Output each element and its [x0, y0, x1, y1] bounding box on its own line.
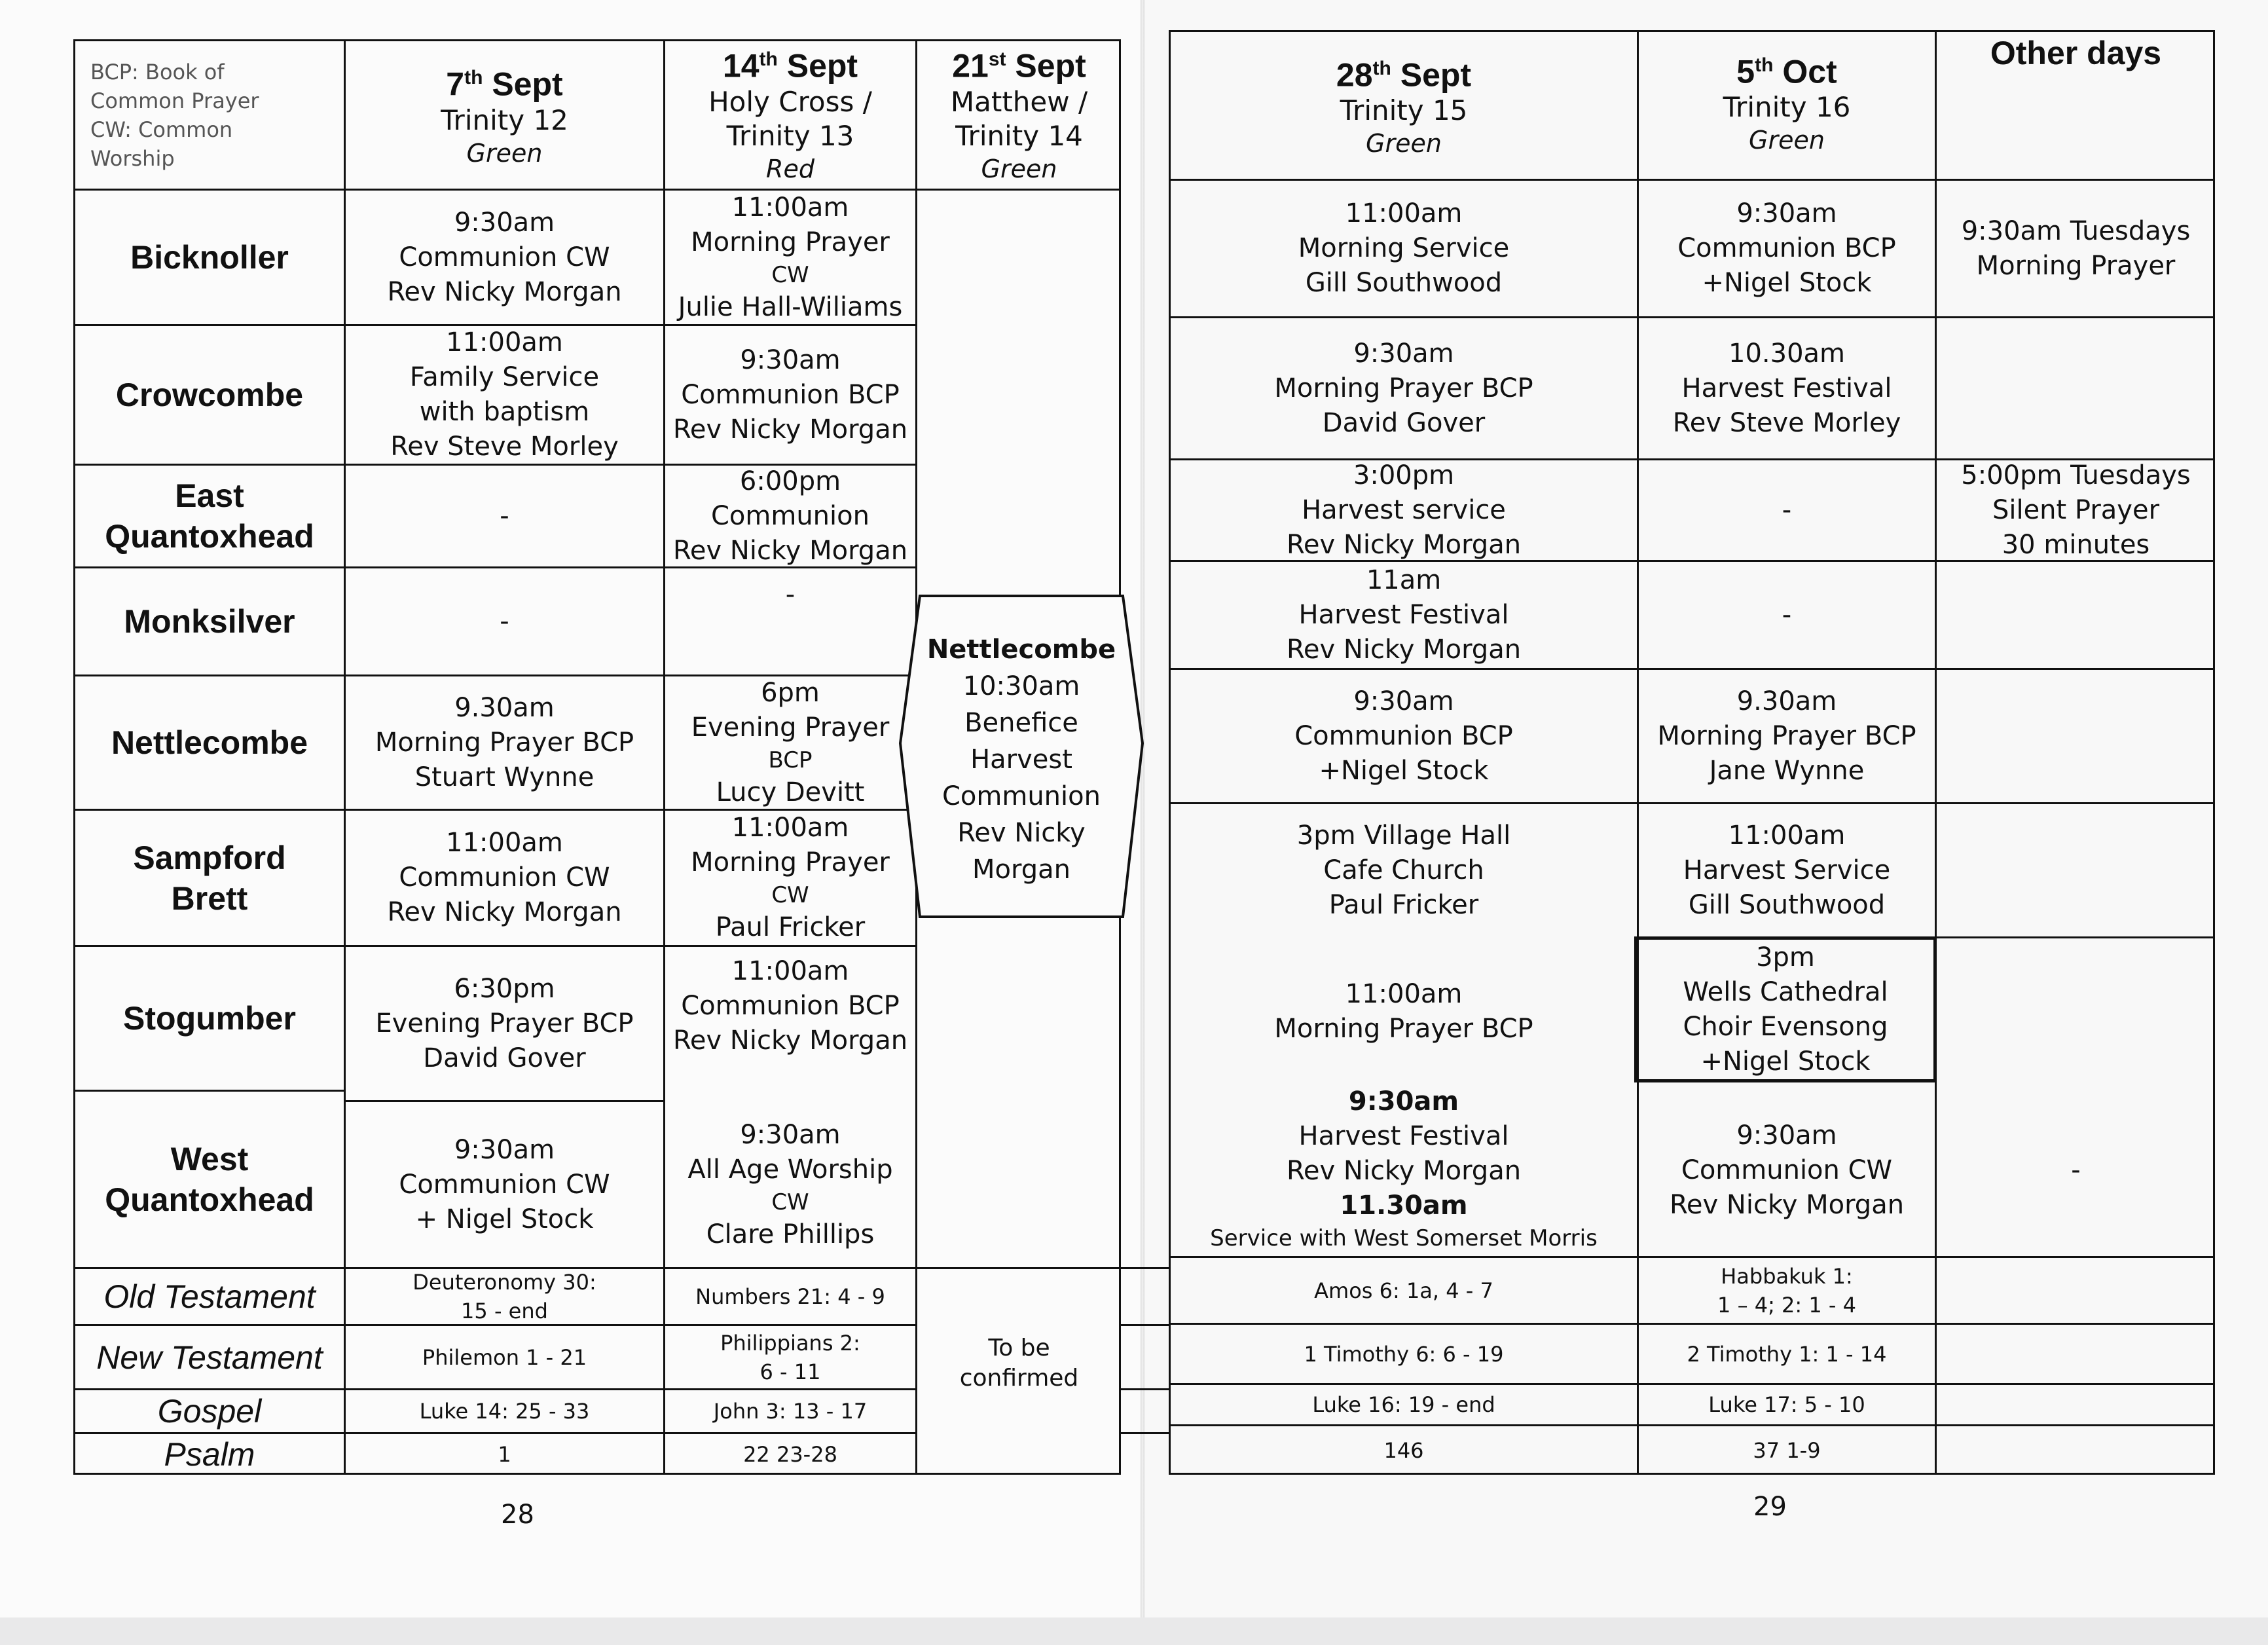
reading-psalm-7sept: 1 [498, 1442, 511, 1467]
service-sampford-5oct: 11:00am Harvest Service Gill Southwood [1683, 820, 1891, 920]
reading-gospel-14sept: John 3: 13 - 17 [713, 1399, 868, 1424]
reading-nt-5oct: 2 Timothy 1: 1 - 14 [1687, 1341, 1887, 1367]
reading-nt-7sept: Philemon 1 - 21 [422, 1344, 587, 1370]
service-nettlecombe-7sept: 9.30am Morning Prayer BCP Stuart Wynne [375, 692, 634, 792]
reading-nt-28sept: 1 Timothy 6: 6 - 19 [1304, 1341, 1504, 1367]
page-number-left: 28 [501, 1500, 534, 1530]
parish-bicknoller: Bicknoller [130, 239, 289, 276]
page-number-right: 29 [1753, 1492, 1787, 1522]
reading-ot-7sept: Deuteronomy 30: 15 - end [412, 1270, 596, 1323]
reading-gospel-7sept: Luke 14: 25 - 33 [419, 1399, 590, 1424]
service-eastq-28sept: 3:00pm Harvest service Rev Nicky Morgan [1286, 460, 1522, 560]
reading-ot-5oct: Habbakuk 1: 1 – 4; 2: 1 - 4 [1717, 1263, 1856, 1318]
service-nettlecombe-5oct: 9.30am Morning Prayer BCP Jane Wynne [1657, 686, 1916, 786]
service-eastq-7sept: - [500, 500, 509, 531]
reading-nt-14sept: Philippians 2: 6 - 11 [720, 1330, 860, 1384]
service-bicknoller-other: 9:30am Tuesdays Morning Prayer [1961, 215, 2191, 281]
header-21-sept: 21st Sept Matthew / Trinity 14 Green [950, 47, 1088, 183]
service-westq-7sept: 9:30am Communion CW + Nigel Stock [399, 1134, 610, 1234]
service-monksilver-28sept: 11am Harvest Festival Rev Nicky Morgan [1286, 564, 1522, 665]
service-nettlecombe-14sept: 6pm Evening Prayer BCP Lucy Devitt [691, 677, 890, 807]
reading-ot-14sept: Numbers 21: 4 - 9 [695, 1284, 885, 1309]
parish-sampford-brett: Sampford Brett [133, 839, 286, 917]
service-bicknoller-5oct: 9:30am Communion BCP +Nigel Stock [1677, 198, 1896, 298]
header-other-days: Other days [1990, 35, 2162, 71]
service-westq-14sept: 9:30am All Age Worship CW Clare Phillips [687, 1119, 893, 1249]
service-sampford-14sept: 11:00am Morning Prayer CW Paul Fricker [691, 813, 890, 942]
service-sampford-7sept: 11:00am Communion CW Rev Nicky Morgan [387, 828, 622, 927]
reading-psalm-5oct: 37 1-9 [1753, 1438, 1821, 1463]
service-westq-28sept: 9:30am Harvest Festival Rev Nicky Morgan 11.30am Service with West Somerset Morris [1210, 1086, 1598, 1251]
service-nettlecombe-28sept: 9:30am Communion BCP +Nigel Stock [1294, 686, 1513, 786]
service-stogumber-7sept: 6:30pm Evening Prayer BCP David Gover [375, 973, 634, 1073]
service-monksilver-7sept: - [500, 606, 509, 637]
parish-east-quantoxhead: East Quantoxhead [105, 477, 314, 555]
service-sampford-28sept: 3pm Village Hall Cafe Church Paul Fricker [1296, 820, 1511, 920]
header-7-sept: 7th Sept Trinity 12 Green [441, 65, 568, 168]
service-monksilver-14sept: - [785, 579, 796, 610]
service-stogumber-14sept: 11:00am Communion BCP Rev Nicky Morgan [672, 955, 908, 1056]
header-14-sept: 14th Sept Holy Cross / Trinity 13 Red [708, 47, 872, 183]
service-eastq-other: 5:00pm Tuesdays Silent Prayer 30 minutes [1961, 460, 2191, 560]
service-benefice-21sept: Nettlecombe 10:30am Benefice Harvest Communion Rev Nicky Morgan [926, 635, 1116, 885]
label-psalm: Psalm [164, 1436, 255, 1473]
header-28-sept: 28th Sept Trinity 15 Green [1336, 56, 1472, 158]
parish-west-quantoxhead: West Quantoxhead [105, 1141, 314, 1218]
parish-monksilver: Monksilver [124, 603, 295, 640]
service-crowcombe-5oct: 10.30am Harvest Festival Rev Steve Morley [1672, 338, 1901, 438]
header-5-oct: 5th Oct Trinity 16 Green [1723, 53, 1851, 155]
service-crowcombe-28sept: 9:30am Morning Prayer BCP David Gover [1274, 338, 1533, 438]
legend: BCP: Book of Common Prayer CW: Common Worship [90, 60, 259, 171]
reading-gospel-5oct: Luke 17: 5 - 10 [1708, 1392, 1865, 1417]
parish-nettlecombe: Nettlecombe [111, 724, 308, 761]
service-crowcombe-7sept: 11:00am Family Service with baptism Rev Steve Morley [390, 327, 619, 462]
reading-21sept-tbc: To be confirmed [959, 1335, 1079, 1392]
service-monksilver-5oct: - [1782, 599, 1792, 630]
service-bicknoller-14sept: 11:00am Morning Prayer CW Julie Hall-Wiliams [678, 192, 903, 322]
service-westq-other: - [2071, 1155, 2081, 1185]
label-old-testament: Old Testament [103, 1278, 316, 1315]
service-westq-5oct: 9:30am Communion CW Rev Nicky Morgan [1669, 1120, 1905, 1220]
reading-psalm-28sept: 146 [1383, 1438, 1424, 1463]
reading-psalm-14sept: 22 23-28 [743, 1442, 837, 1467]
reading-gospel-28sept: Luke 16: 19 - end [1312, 1392, 1495, 1417]
parish-stogumber: Stogumber [123, 1000, 296, 1037]
service-bicknoller-28sept: 11:00am Morning Service Gill Southwood [1298, 198, 1510, 298]
reading-ot-28sept: Amos 6: 1a, 4 - 7 [1314, 1278, 1493, 1303]
service-eastq-5oct: - [1782, 494, 1792, 525]
service-eastq-14sept: 6:00pm Communion Rev Nicky Morgan [672, 466, 908, 566]
label-new-testament: New Testament [96, 1339, 323, 1376]
service-crowcombe-14sept: 9:30am Communion BCP Rev Nicky Morgan [672, 344, 908, 445]
service-stogumber-5oct: 3pm Wells Cathedral Choir Evensong +Nigel Stock [1683, 942, 1888, 1077]
label-gospel: Gospel [157, 1393, 262, 1430]
parish-crowcombe: Crowcombe [115, 377, 304, 413]
service-bicknoller-7sept: 9:30am Communion CW Rev Nicky Morgan [387, 207, 622, 307]
service-stogumber-28sept: 11:00am Morning Prayer BCP [1274, 979, 1533, 1044]
